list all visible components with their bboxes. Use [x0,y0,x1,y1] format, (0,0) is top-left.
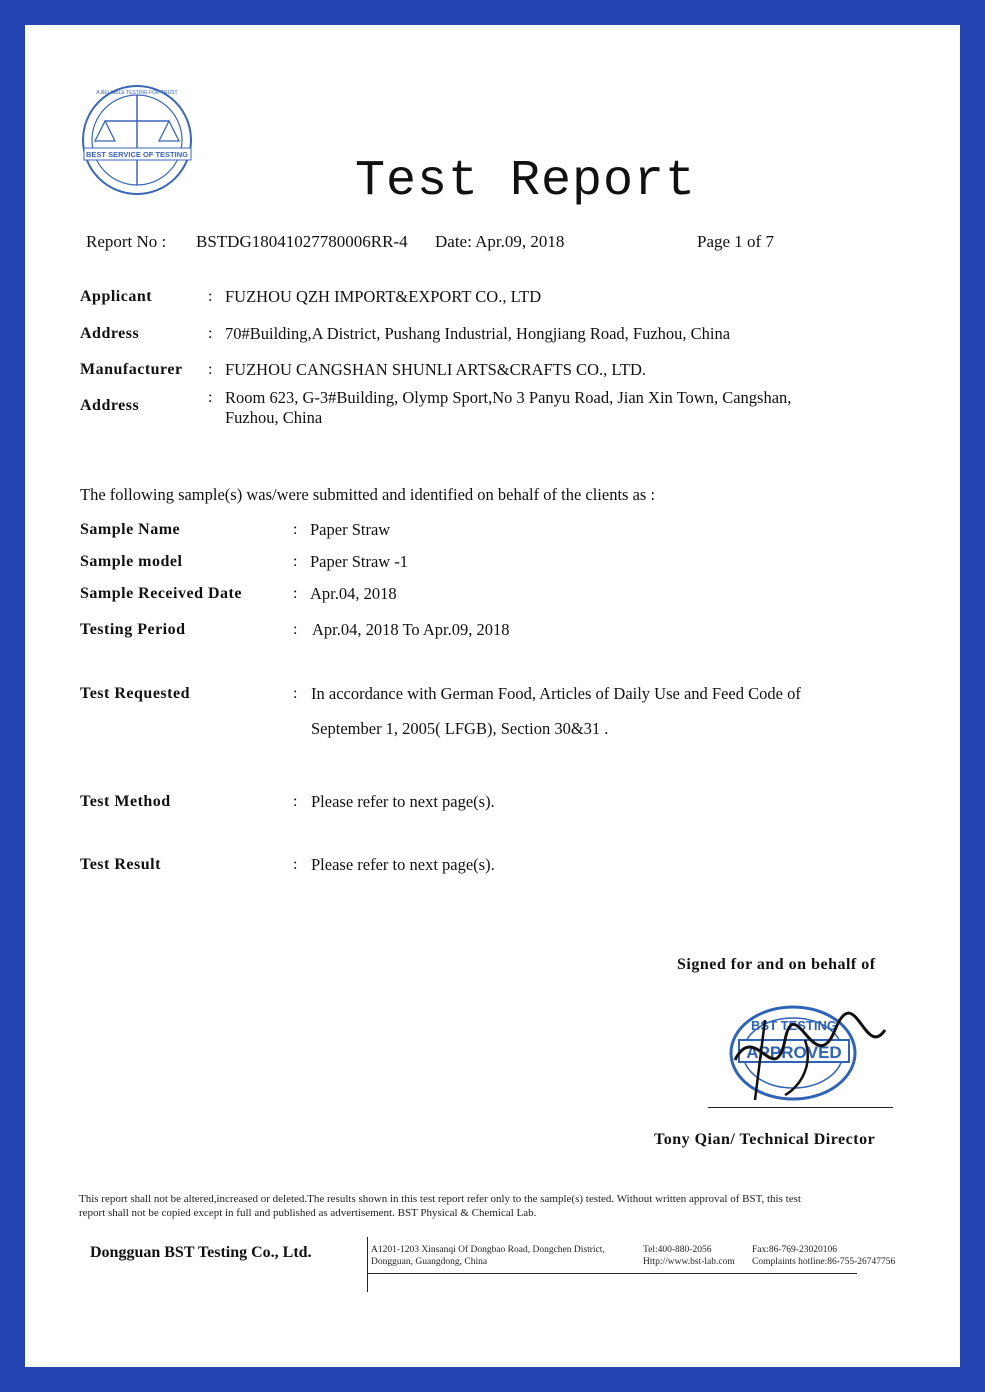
footer-hotline: Complaints hotline:86-755-26747756 [752,1257,896,1267]
svg-text:BEST SERVICE OF TESTING: BEST SERVICE OF TESTING [86,150,188,159]
sample-name-label: Sample Name [80,521,181,538]
sample-model-label: Sample model [80,553,183,570]
page-number: Page 1 of 7 [697,232,774,251]
test-requested-label: Test Requested [80,685,190,702]
applicant-address-value: 70#Building,A District, Pushang Industrial, Hongjiang Road, Fuzhou, China [225,324,731,343]
sample-name-value: Paper Straw [310,520,391,539]
colon: : [293,621,298,638]
manufacturer-address-label: Address [80,397,140,414]
report-no: BSTDG18041027780006RR-4 [196,232,408,251]
manufacturer-address-value-2: Fuzhou, China [225,408,323,427]
footer-fax: Fax:86-769-23020106 [752,1245,837,1255]
colon: : [293,685,298,702]
colon: : [293,553,298,570]
footer-company: Dongguan BST Testing Co., Ltd. [90,1244,312,1261]
sample-model-value: Paper Straw -1 [310,552,409,571]
intro-text: The following sample(s) was/were submitted and identified on behalf of the clients as : [80,485,656,504]
footer-website[interactable]: Http://www.bst-lab.com [643,1257,735,1267]
signer-name: Tony Qian/ Technical Director [654,1131,876,1148]
testing-period-value: Apr.04, 2018 To Apr.09, 2018 [312,620,510,639]
test-requested-value: In accordance with German Food, Articles of Daily Use and Feed Code of [311,684,801,703]
colon: : [208,361,213,378]
disclaimer-line-1: This report shall not be altered,increased or deleted.The results shown in this test report refer only to the sample(s) tested. Without written approval of BST, this test [79,1193,801,1205]
testing-period-label: Testing Period [80,621,186,638]
applicant-address-label: Address [80,325,140,342]
test-method-value: Please refer to next page(s). [311,792,495,811]
page-title: Test Report [355,153,697,210]
report-no-label: Report No : [86,232,167,251]
test-result-label: Test Result [80,856,161,873]
colon: : [293,585,298,602]
manufacturer-address-value: Room 623, G-3#Building, Olymp Sport,No 3 Panyu Road, Jian Xin Town, Cangshan, [225,388,792,407]
footer-rule [367,1273,857,1274]
colon: : [293,521,298,538]
report-page [25,25,960,1367]
footer-address-2: Dongguan, Guangdong, China [371,1257,488,1267]
signature-line [708,1107,893,1108]
svg-text:A RELIABLE TESTING FOR TRUST: A RELIABLE TESTING FOR TRUST [96,90,178,96]
test-method-label: Test Method [80,793,171,810]
test-requested-value-2: September 1, 2005( LFGB), Section 30&31 . [311,719,609,738]
signed-for-label: Signed for and on behalf of [677,956,876,973]
colon: : [208,389,213,406]
applicant-label: Applicant [80,288,153,305]
manufacturer-value: FUZHOU CANGSHAN SHUNLI ARTS&CRAFTS CO., LTD. [225,360,647,379]
test-result-value: Please refer to next page(s). [311,855,495,874]
received-date-value: Apr.04, 2018 [310,584,397,603]
colon: : [293,856,298,873]
footer-divider [367,1237,368,1292]
disclaimer-line-2: report shall not be copied except in full and published as advertisement. BST Physical & Chemical Lab. [79,1207,537,1219]
manufacturer-label: Manufacturer [80,361,183,378]
stamp-top: BST TESTING [751,1018,837,1033]
received-date-label: Sample Received Date [80,585,242,602]
colon: : [208,288,213,305]
approval-stamp [725,1000,895,1115]
stamp-approved: APPROVED [746,1043,842,1062]
colon: : [293,793,298,810]
applicant-value: FUZHOU QZH IMPORT&EXPORT CO., LTD [225,287,542,306]
bst-logo [80,83,195,203]
colon: : [208,325,213,342]
report-date: Date: Apr.09, 2018 [435,232,565,251]
footer-tel: Tel:400-880-2056 [643,1245,712,1255]
footer-address-1: A1201-1203 Xinsanqi Of Dongbao Road, Dongchen District, [371,1245,605,1255]
